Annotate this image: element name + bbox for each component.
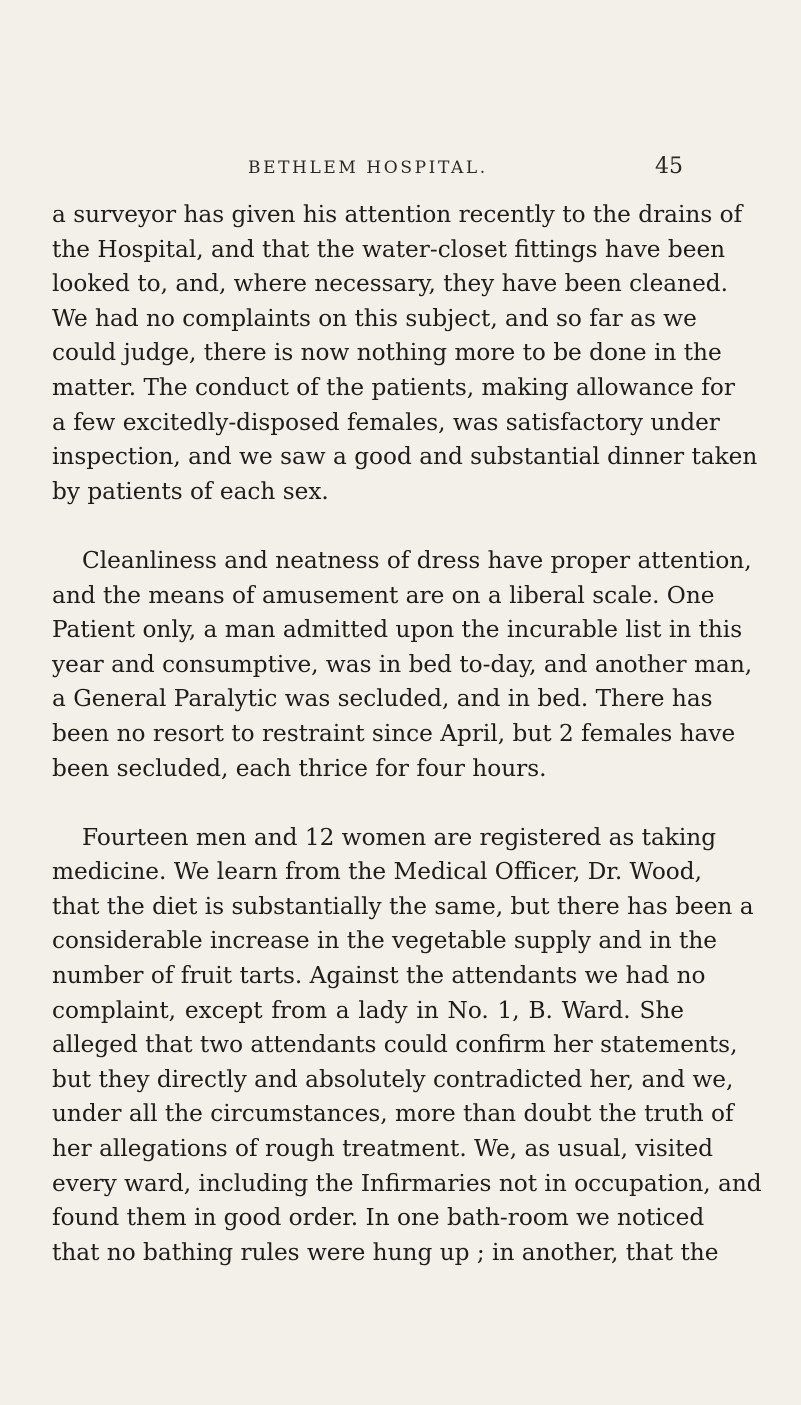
text-line: medicine. We learn from the Medical Officer, Dr. Wood, — [52, 858, 702, 886]
text-line: Patient only, a man admitted upon the incurable list in this — [52, 616, 743, 644]
text-line: but they directly and absolutely contradicted her, and we, — [52, 1065, 734, 1093]
running-title: BETHLEM HOSPITAL. — [248, 158, 488, 178]
text-line: inspection, and we saw a good and substantial dinner taken — [52, 443, 758, 471]
text-line: the Hospital, and that the water-closet fittings have been — [52, 235, 726, 263]
text-line: complaint, except from a lady in No. 1, B. Ward. She — [52, 996, 684, 1024]
text-line: year and consumptive, was in bed to-day, and another man, — [52, 650, 753, 678]
running-head — [248, 154, 683, 179]
text-line: found them in good order. In one bath-room we noticed — [52, 1204, 705, 1232]
text-line: by patients of each sex. — [52, 477, 329, 505]
body-text — [52, 198, 762, 1270]
text-line: considerable increase in the vegetable supply and in the — [52, 927, 717, 955]
text-line: that the diet is substantially the same, but there has been a — [52, 892, 754, 920]
text-line: looked to, and, where necessary, they have been cleaned. — [52, 270, 729, 298]
text-line: a surveyor has given his attention recently to the drains of — [52, 201, 743, 228]
text-line: a few excitedly-disposed females, was satisfactory under — [52, 408, 720, 436]
text-line: Fourteen men and 12 women are registered as taking — [82, 823, 717, 851]
text-line: her allegations of rough treatment. We, as usual, visited — [52, 1135, 714, 1163]
text-line: that no bathing rules were hung up ; in another, that the — [52, 1238, 719, 1266]
text-line: a General Paralytic was secluded, and in bed. There has — [52, 685, 713, 713]
text-line: We had no complaints on this subject, and so far as we — [52, 304, 697, 332]
text-line: been no resort to restraint since April, but 2 females have — [52, 719, 736, 747]
page-number: 45 — [655, 154, 683, 179]
text-line: matter. The conduct of the patients, making allowance for — [52, 373, 735, 401]
text-line: under all the circumstances, more than doubt the truth of — [52, 1100, 734, 1128]
paragraph-gap — [52, 509, 684, 544]
text-line: been secluded, each thrice for four hours. — [52, 754, 547, 782]
text-line: number of fruit tarts. Against the attendants we had no — [52, 962, 706, 990]
text-line: Cleanliness and neatness of dress have proper attention, — [82, 546, 752, 574]
text-line: every ward, including the Infirmaries not in occupation, and — [52, 1169, 762, 1197]
paragraph-gap — [52, 786, 684, 821]
text-line: alleged that two attendants could confirm her statements, — [52, 1031, 738, 1059]
text-line: could judge, there is now nothing more to be done in the — [52, 339, 722, 367]
text-line: and the means of amusement are on a liberal scale. One — [52, 581, 715, 609]
